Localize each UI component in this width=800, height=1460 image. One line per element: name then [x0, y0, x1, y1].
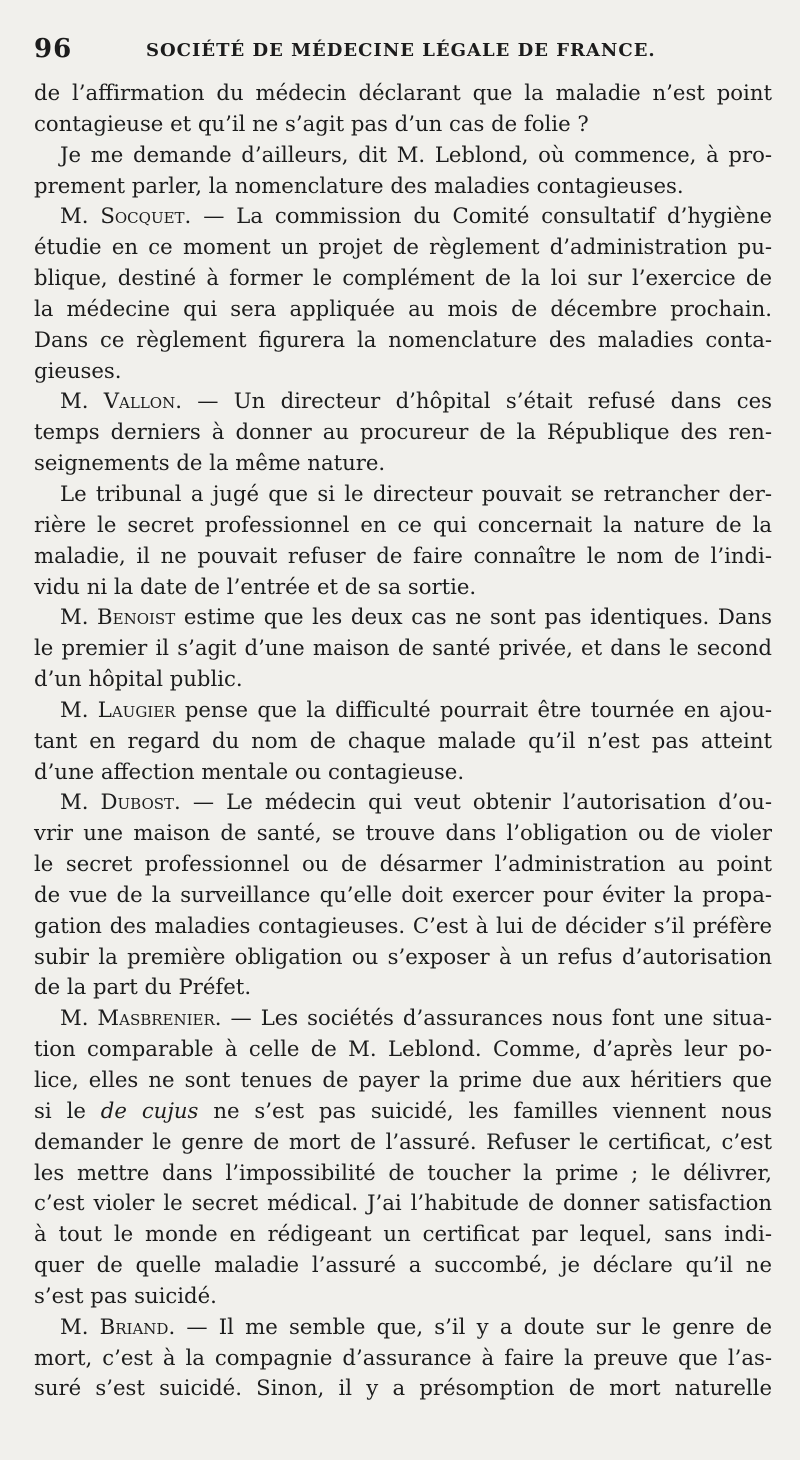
- text-line: [34, 818, 772, 849]
- text-span: la médecine qui sera appliquée au mois de décembre prochain.: [34, 295, 772, 321]
- text-span: si le: [34, 1097, 101, 1123]
- text-span: gation des maladies contagieuses. C’est à lui de décider s’il préfère: [34, 912, 772, 938]
- text-line: [34, 479, 772, 510]
- page-number: 96: [34, 34, 73, 64]
- text-span: Je me demande d’ailleurs, dit M. Leblond, où commence, à pro-: [60, 141, 772, 167]
- text-line: [34, 294, 772, 325]
- text-span: le secret professionnel ou de désarmer l’administration au point: [34, 851, 772, 877]
- text-span: c’est violer le secret médical. J’ai l’habitude de donner satisfaction: [34, 1190, 772, 1216]
- text-span: blique, destiné à former le complément de la loi sur l’exercice de: [34, 265, 772, 291]
- text-line: [34, 972, 772, 1003]
- text-span: d’une affection mentale ou contagieuse.: [34, 758, 465, 784]
- text-span: à tout le monde en rédigeant un certificat par lequel, sans indi-: [34, 1221, 772, 1247]
- text-span: contagieuse et qu’il ne s’agit pas d’un cas de folie ?: [34, 110, 589, 136]
- text-span: subir la première obligation ou s’exposer à un refus d’autorisation: [34, 943, 772, 969]
- speaker-name: Briand: [99, 1313, 169, 1339]
- text-span: M.: [60, 1005, 98, 1031]
- text-line: [34, 1281, 772, 1312]
- text-line: [34, 448, 772, 479]
- text-span: estime que les deux cas ne sont pas identiques. Dans: [175, 604, 772, 630]
- text-span: vidu ni la date de l’entrée et de sa sortie.: [34, 573, 477, 599]
- text-span: d’un hôpital public.: [34, 666, 243, 692]
- text-span: de vue de la surveillance qu’elle doit exercer pour éviter la propa-: [34, 881, 772, 907]
- text-span: . — Il me semble que, s’il y a doute sur le genre de: [168, 1313, 773, 1339]
- text-line: [34, 726, 772, 757]
- text-span: mort, c’est à la compagnie d’assurance à faire la preuve que l’as-: [34, 1344, 772, 1370]
- text-line: [34, 1343, 772, 1374]
- running-title: SOCIÉTÉ DE MÉDECINE LÉGALE DE FRANCE.: [146, 40, 656, 61]
- text-span: M.: [60, 1313, 100, 1339]
- text-line: [34, 1096, 772, 1127]
- text-span: Le tribunal a jugé que si le directeur pouvait se retrancher der-: [60, 480, 772, 506]
- text-span: M.: [60, 696, 98, 722]
- text-line: [34, 140, 772, 171]
- text-line: [34, 757, 772, 788]
- speaker-name: Masbrenier: [97, 1005, 215, 1031]
- text-line: [34, 1312, 772, 1343]
- text-span: ne s’est pas suicidé, les familles viennent nous: [198, 1097, 772, 1123]
- text-span: seignements de la même nature.: [34, 450, 386, 476]
- text-line: [34, 942, 772, 973]
- text-line: [34, 1158, 772, 1189]
- text-line: [34, 510, 772, 541]
- text-span: maladie, il ne pouvait refuser de faire connaître le nom de l’indi-: [34, 542, 772, 568]
- text-line: [34, 787, 772, 818]
- text-line: [34, 1034, 772, 1065]
- text-line: [34, 1250, 772, 1281]
- text-span: . — Les sociétés d’assurances nous font une situa-: [214, 1005, 772, 1031]
- text-line: [34, 1003, 772, 1034]
- text-span: de l’affirmation du médecin déclarant que la maladie n’est point: [34, 80, 772, 105]
- text-span: . — La commission du Comité consultatif d’hygiène: [184, 203, 773, 229]
- text-line: [34, 325, 772, 356]
- text-span: tant en regard du nom de chaque malade qu’il n’est pas atteint: [34, 727, 772, 753]
- text-span: le premier il s’agit d’une maison de santé privée, et dans le second: [34, 635, 772, 661]
- text-line: [34, 1373, 772, 1404]
- text-line: [34, 1065, 772, 1096]
- text-span: rière le secret professionnel en ce qui concernait la nature de la: [34, 511, 772, 537]
- text-span: étudie en ce moment un projet de règlement d’administration pu-: [34, 234, 772, 260]
- body-text: [34, 78, 772, 1404]
- speaker-name: Laugier: [97, 696, 176, 722]
- text-line: [34, 1127, 772, 1158]
- text-span: M.: [60, 789, 101, 815]
- speaker-name: Vallon: [103, 388, 176, 414]
- text-span: . — Le médecin qui veut obtenir l’autorisation d’ou-: [174, 789, 772, 815]
- text-span: s’est pas suicidé.: [34, 1282, 217, 1308]
- text-line: [34, 263, 772, 294]
- text-line: [34, 572, 772, 603]
- text-span: Dans ce règlement figurera la nomenclature des maladies conta-: [34, 326, 772, 352]
- text-span: M.: [60, 604, 98, 630]
- speaker-name: Dubost: [100, 789, 175, 815]
- text-line: [34, 880, 772, 911]
- text-span: . — Un directeur d’hôpital s’était refusé dans ces: [175, 388, 772, 414]
- speaker-name: Benoist: [97, 604, 176, 630]
- text-span: M.: [60, 203, 101, 229]
- text-line: [34, 1188, 772, 1219]
- text-line: [34, 602, 772, 633]
- page-header: [34, 34, 774, 74]
- text-span: lice, elles ne sont tenues de payer la prime due aux héritiers que: [34, 1067, 772, 1092]
- text-line: [34, 356, 772, 387]
- text-line: [34, 911, 772, 942]
- italic-phrase: de cujus: [100, 1097, 199, 1123]
- text-span: suré s’est suicidé. Sinon, il y a présomption de mort naturelle: [34, 1375, 772, 1401]
- text-span: pense que la difficulté pourrait être tournée en ajou-: [175, 696, 772, 722]
- text-line: [34, 1219, 772, 1250]
- text-line: [34, 695, 772, 726]
- text-line: [34, 633, 772, 664]
- speaker-name: Socquet: [100, 203, 185, 229]
- text-line: [34, 386, 772, 417]
- text-span: gieuses.: [34, 357, 122, 383]
- text-span: quer de quelle maladie l’assuré a succombé, je déclare qu’il ne: [34, 1252, 772, 1278]
- text-span: prement parler, la nomenclature des maladies contagieuses.: [34, 172, 684, 198]
- text-line: [34, 232, 772, 263]
- text-span: tion comparable à celle de M. Leblond. Comme, d’après leur po-: [34, 1036, 772, 1062]
- text-line: [34, 664, 772, 695]
- text-line: [34, 849, 772, 880]
- text-line: [34, 541, 772, 572]
- text-span: les mettre dans l’impossibilité de toucher la prime ; le délivrer,: [34, 1159, 772, 1185]
- text-span: M.: [60, 388, 104, 414]
- text-line: [34, 417, 772, 448]
- text-span: vrir une maison de santé, se trouve dans l’obligation ou de violer: [34, 820, 772, 846]
- text-line: [34, 171, 772, 202]
- text-span: temps derniers à donner au procureur de la République des ren-: [34, 419, 772, 445]
- text-line: [34, 201, 772, 232]
- text-line: [34, 78, 772, 109]
- text-span: de la part du Préfet.: [34, 974, 252, 1000]
- text-line: [34, 109, 772, 140]
- text-span: demander le genre de mort de l’assuré. Refuser le certificat, c’est: [34, 1128, 772, 1154]
